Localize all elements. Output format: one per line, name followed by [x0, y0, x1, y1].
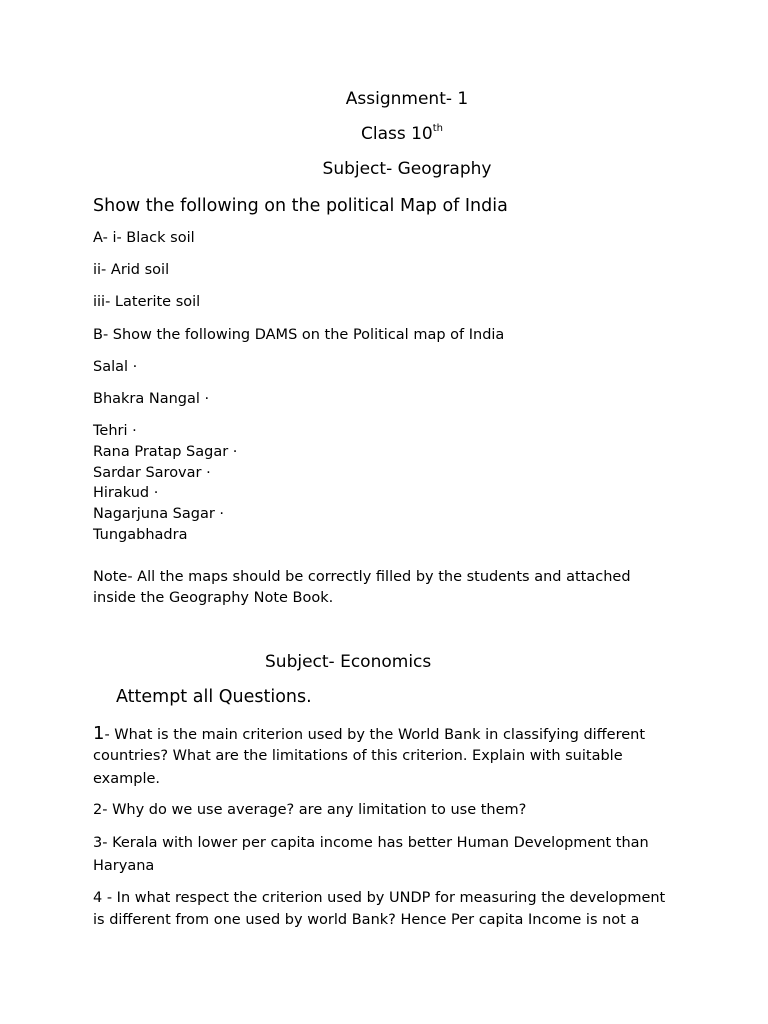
soil-item: A- i- Black soil: [93, 230, 195, 246]
question-1-line: [93, 723, 645, 744]
subject-economics-heading: Subject- Economics: [265, 652, 432, 672]
dam-item: Tehri ·: [93, 423, 137, 439]
question-1-line: countries? What are the limitations of this criterion. Explain with suitable: [93, 748, 623, 764]
class-text: Class 10: [360, 124, 433, 144]
dam-item: Sardar Sarovar ·: [93, 465, 211, 481]
dam-item: Bhakra Nangal ·: [93, 391, 210, 407]
class-heading: [361, 124, 443, 144]
note-line: inside the Geography Note Book.: [93, 590, 334, 606]
question-2: 2- Why do we use average? are any limitation to use them?: [93, 802, 527, 818]
question-1-text: - What is the main criterion used by the World Bank in classifying different: [104, 727, 646, 743]
subject-geography-heading: Subject- Geography: [322, 159, 492, 179]
soil-item: iii- Laterite soil: [93, 294, 201, 310]
assignment-title: Assignment- 1: [345, 89, 469, 109]
question-1-number: 1: [93, 723, 105, 744]
question-3-line: 3- Kerala with lower per capita income has better Human Development than: [93, 835, 649, 851]
dam-item: Rana Pratap Sagar ·: [93, 444, 238, 460]
dam-item: Hirakud ·: [93, 485, 159, 501]
dams-instruction: B- Show the following DAMS on the Political map of India: [93, 327, 505, 343]
soil-item: ii- Arid soil: [93, 262, 170, 278]
dam-item: Nagarjuna Sagar ·: [93, 506, 225, 522]
question-1-line: example.: [93, 771, 161, 787]
dam-item: Salal ·: [93, 359, 138, 375]
note-line: Note- All the maps should be correctly filled by the students and attached: [93, 569, 631, 585]
dam-item: Tungabhadra: [93, 527, 188, 543]
question-4-line: is different from one used by world Bank? Hence Per capita Income is not a: [93, 912, 640, 928]
question-4-line: 4 - In what respect the criterion used by UNDP for measuring the development: [93, 890, 666, 906]
question-3-line: Haryana: [93, 858, 155, 874]
economics-instruction: Attempt all Questions.: [116, 687, 312, 707]
class-superscript: th: [432, 123, 444, 135]
geography-instruction: Show the following on the political Map of India: [93, 196, 508, 216]
